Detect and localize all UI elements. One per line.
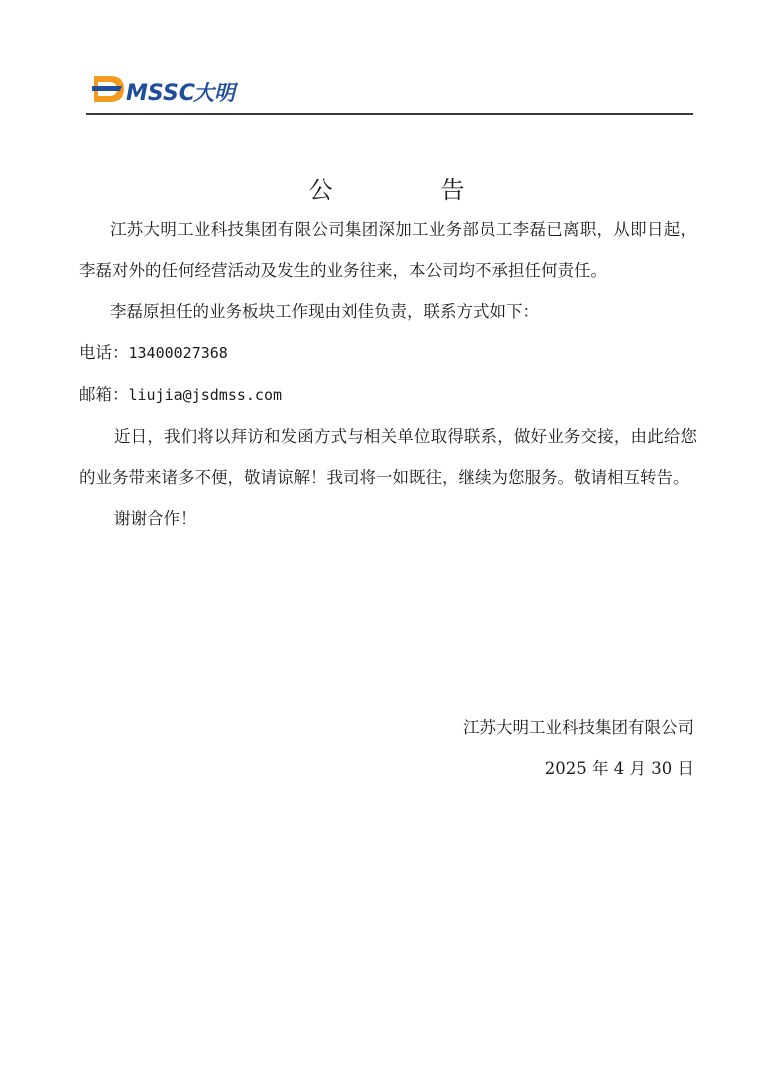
dmssc-logo [92,72,242,106]
phone-line [79,332,697,374]
email-line [79,374,697,416]
svg-text:大明: 大明 [193,81,235,105]
notice-body [79,209,697,539]
email-label: 邮箱： [79,385,129,404]
paragraph-apology: 近日，我们将以拜访和发函方式与相关单位取得联系，做好业务交接，由此给您的业务带来诸多不便，敬请谅解！我司将一如既往，继续为您服务。敬请相互转告。 [79,427,697,487]
email-value: liujia@jsdmss.com [128,386,283,404]
signature-date: 2025 年 4 月 30 日 [544,759,694,778]
phone-label: 电话： [79,343,129,362]
header-divider [86,113,693,115]
svg-text:MSSC: MSSC [126,81,195,106]
closing-thanks: 谢谢合作！ [114,509,197,528]
signature-company: 江苏大明工业科技集团有限公司 [463,718,694,737]
letterhead [86,68,693,116]
paragraph-handover: 李磊原担任的业务板块工作现由刘佳负责，联系方式如下： [110,302,539,321]
signature-block [463,707,694,789]
phone-value: 13400027368 [128,344,228,362]
notice-title: 公 告 [308,176,507,204]
paragraph-resignation: 江苏大明工业科技集团有限公司集团深加工业务部员工李磊已离职，从即日起，李磊对外的任何经营活动及发生的业务往来，本公司均不承担任何责任。 [79,220,697,280]
